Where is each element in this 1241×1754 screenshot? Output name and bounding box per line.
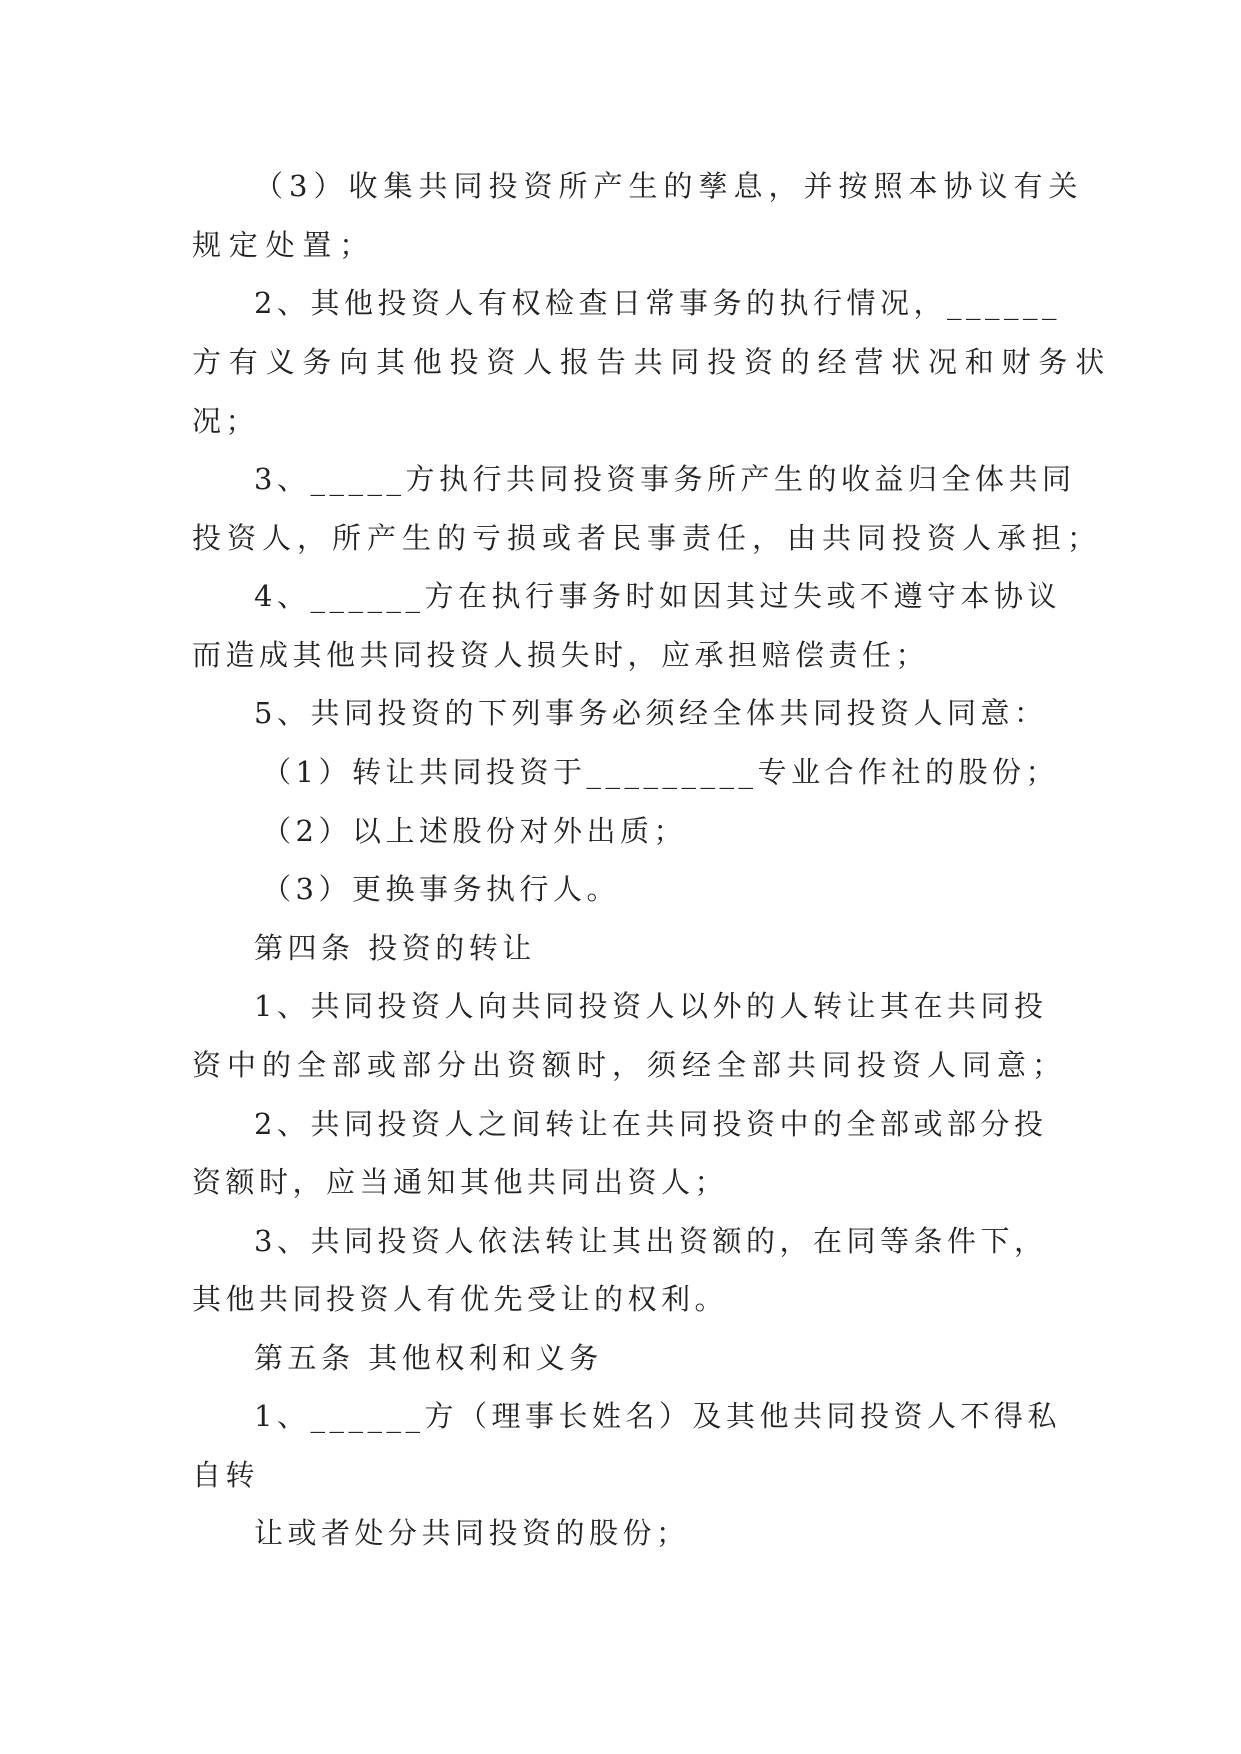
paragraph-line: 而造成其他共同投资人损失时，应承担赔偿责任； (192, 638, 930, 672)
paragraph-line: 其他共同投资人有优先受让的权利。 (192, 1282, 729, 1316)
paragraph-line: 4、______方在执行事务时如因其过失或不遵守本协议 (254, 579, 1061, 613)
paragraph-line: 资额时，应当通知其他共同出资人； (192, 1165, 729, 1199)
paragraph-line: 1、______方（理事长姓名）及其他共同投资人不得私 (254, 1399, 1061, 1433)
paragraph-line: 资中的全部或部分出资额时，须经全部共同投资人同意； (192, 1048, 1068, 1082)
paragraph-line: （2）以上述股份对外出质； (262, 814, 687, 848)
paragraph-line: 自转 (192, 1458, 260, 1492)
paragraph-line: （3）收集共同投资所产生的孳息，并按照本协议有关 (254, 169, 1084, 203)
paragraph-line: 方有义务向其他投资人报告共同投资的经营状况和财务状 (192, 345, 1113, 379)
paragraph-line: 3、共同投资人依法转让其出资额的，在同等条件下， (254, 1224, 1048, 1258)
paragraph-line: 让或者处分共同投资的股份； (254, 1516, 690, 1550)
paragraph-line: 投资人，所产生的亏损或者民事责任，由共同投资人承担； (192, 521, 1103, 555)
section-heading: 第五条 其他权利和义务 (254, 1341, 603, 1375)
paragraph-line: 2、其他投资人有权检查日常事务的执行情况，______ (254, 286, 1061, 320)
paragraph-line: 1、共同投资人向共同投资人以外的人转让其在共同投 (254, 989, 1048, 1023)
paragraph-line: （1）转让共同投资于_________专业合作社的股份； (262, 755, 1059, 789)
paragraph-line: 3、_____方执行共同投资事务所产生的收益归全体共同 (254, 462, 1076, 496)
paragraph-line: （3）更换事务执行人。 (262, 872, 620, 906)
paragraph-line: 5、共同投资的下列事务必须经全体共同投资人同意： (254, 696, 1048, 730)
paragraph-line: 2、共同投资人之间转让在共同投资中的全部或部分投 (254, 1107, 1048, 1141)
paragraph-line: 规定处置； (192, 228, 377, 262)
section-heading: 第四条 投资的转让 (254, 931, 536, 965)
paragraph-line: 况； (192, 404, 260, 438)
